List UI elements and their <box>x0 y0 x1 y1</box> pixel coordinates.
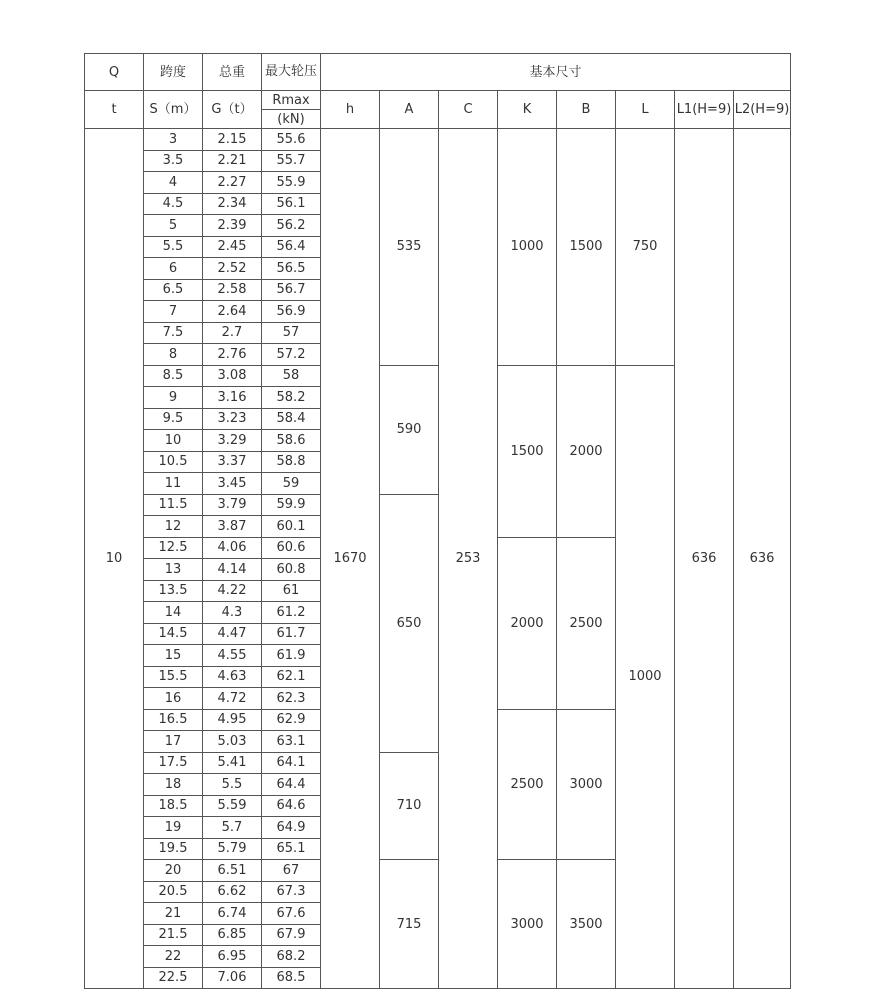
cell-rmax: 56.9 <box>262 301 321 323</box>
cell-rmax: 58.4 <box>262 408 321 430</box>
header-kn: (kN) <box>262 110 321 129</box>
header-weight: 总重 <box>203 54 262 91</box>
cell-span: 20 <box>144 860 203 882</box>
header-q: Q <box>85 54 144 91</box>
cell-span: 10.5 <box>144 451 203 473</box>
cell-weight: 5.79 <box>203 838 262 860</box>
header-h: h <box>321 91 380 129</box>
cell-weight: 4.22 <box>203 580 262 602</box>
cell-b: 3000 <box>557 709 616 860</box>
cell-a: 710 <box>380 752 439 860</box>
cell-rmax: 67.9 <box>262 924 321 946</box>
cell-span: 15 <box>144 645 203 667</box>
cell-weight: 3.37 <box>203 451 262 473</box>
header-a: A <box>380 91 439 129</box>
cell-weight: 2.52 <box>203 258 262 280</box>
cell-weight: 5.7 <box>203 817 262 839</box>
cell-l: 1000 <box>616 365 675 989</box>
cell-rmax: 65.1 <box>262 838 321 860</box>
cell-span: 3.5 <box>144 150 203 172</box>
cell-weight: 4.63 <box>203 666 262 688</box>
cell-rmax: 64.1 <box>262 752 321 774</box>
cell-weight: 2.64 <box>203 301 262 323</box>
header-max-wheel-pressure: 最大轮压 <box>262 54 321 91</box>
cell-span: 21 <box>144 903 203 925</box>
cell-weight: 4.14 <box>203 559 262 581</box>
cell-rmax: 61.2 <box>262 602 321 624</box>
cell-h: 1670 <box>321 129 380 989</box>
cell-rmax: 67 <box>262 860 321 882</box>
cell-a: 590 <box>380 365 439 494</box>
cell-rmax: 56.2 <box>262 215 321 237</box>
cell-span: 4 <box>144 172 203 194</box>
header-l2: L2(H=9) <box>734 91 791 129</box>
cell-weight: 6.62 <box>203 881 262 903</box>
header-c: C <box>439 91 498 129</box>
cell-span: 20.5 <box>144 881 203 903</box>
cell-rmax: 67.6 <box>262 903 321 925</box>
cell-span: 10 <box>144 430 203 452</box>
cell-span: 6 <box>144 258 203 280</box>
cell-weight: 2.21 <box>203 150 262 172</box>
cell-weight: 5.03 <box>203 731 262 753</box>
cell-rmax: 55.9 <box>262 172 321 194</box>
cell-rmax: 57.2 <box>262 344 321 366</box>
cell-weight: 4.55 <box>203 645 262 667</box>
cell-span: 13 <box>144 559 203 581</box>
cell-span: 8 <box>144 344 203 366</box>
cell-l1: 636 <box>675 129 734 989</box>
cell-span: 22.5 <box>144 967 203 989</box>
cell-k: 1000 <box>498 129 557 366</box>
cell-span: 18.5 <box>144 795 203 817</box>
cell-span: 19.5 <box>144 838 203 860</box>
cell-weight: 2.76 <box>203 344 262 366</box>
cell-rmax: 68.2 <box>262 946 321 968</box>
header-row-2 <box>85 91 791 110</box>
cell-weight: 4.06 <box>203 537 262 559</box>
cell-weight: 2.34 <box>203 193 262 215</box>
cell-span: 21.5 <box>144 924 203 946</box>
cell-weight: 2.7 <box>203 322 262 344</box>
cell-rmax: 63.1 <box>262 731 321 753</box>
cell-span: 4.5 <box>144 193 203 215</box>
cell-k: 1500 <box>498 365 557 537</box>
cell-b: 3500 <box>557 860 616 989</box>
header-l: L <box>616 91 675 129</box>
cell-weight: 5.5 <box>203 774 262 796</box>
cell-rmax: 61 <box>262 580 321 602</box>
cell-span: 11 <box>144 473 203 495</box>
cell-weight: 2.15 <box>203 129 262 151</box>
header-span: 跨度 <box>144 54 203 91</box>
cell-span: 7.5 <box>144 322 203 344</box>
cell-rmax: 60.1 <box>262 516 321 538</box>
cell-l2: 636 <box>734 129 791 989</box>
cell-rmax: 57 <box>262 322 321 344</box>
cell-c: 253 <box>439 129 498 989</box>
cell-a: 535 <box>380 129 439 366</box>
cell-span: 19 <box>144 817 203 839</box>
cell-span: 11.5 <box>144 494 203 516</box>
cell-rmax: 58 <box>262 365 321 387</box>
header-l1: L1(H=9) <box>675 91 734 129</box>
cell-rmax: 56.4 <box>262 236 321 258</box>
cell-b: 2500 <box>557 537 616 709</box>
table-body <box>85 54 791 989</box>
cell-weight: 3.45 <box>203 473 262 495</box>
cell-weight: 2.45 <box>203 236 262 258</box>
cell-rmax: 61.7 <box>262 623 321 645</box>
cell-b: 1500 <box>557 129 616 366</box>
cell-rmax: 58.2 <box>262 387 321 409</box>
header-g: G（t） <box>203 91 262 129</box>
cell-weight: 4.47 <box>203 623 262 645</box>
cell-span: 7 <box>144 301 203 323</box>
header-basic-dimensions: 基本尺寸 <box>321 54 791 91</box>
cell-rmax: 67.3 <box>262 881 321 903</box>
cell-rmax: 59 <box>262 473 321 495</box>
cell-rmax: 61.9 <box>262 645 321 667</box>
cell-weight: 2.58 <box>203 279 262 301</box>
cell-span: 5 <box>144 215 203 237</box>
cell-rmax: 59.9 <box>262 494 321 516</box>
cell-b: 2000 <box>557 365 616 537</box>
cell-rmax: 55.7 <box>262 150 321 172</box>
cell-span: 9 <box>144 387 203 409</box>
cell-span: 16.5 <box>144 709 203 731</box>
cell-span: 12 <box>144 516 203 538</box>
cell-q: 10 <box>85 129 144 989</box>
cell-rmax: 58.8 <box>262 451 321 473</box>
table-row <box>85 129 791 151</box>
header-k: K <box>498 91 557 129</box>
cell-weight: 3.16 <box>203 387 262 409</box>
cell-l: 750 <box>616 129 675 366</box>
cell-rmax: 60.8 <box>262 559 321 581</box>
cell-weight: 4.72 <box>203 688 262 710</box>
cell-span: 18 <box>144 774 203 796</box>
cell-weight: 3.79 <box>203 494 262 516</box>
cell-weight: 5.59 <box>203 795 262 817</box>
cell-span: 3 <box>144 129 203 151</box>
cell-k: 3000 <box>498 860 557 989</box>
cell-weight: 6.74 <box>203 903 262 925</box>
cell-span: 8.5 <box>144 365 203 387</box>
cell-span: 6.5 <box>144 279 203 301</box>
cell-rmax: 62.3 <box>262 688 321 710</box>
cell-weight: 2.39 <box>203 215 262 237</box>
cell-weight: 7.06 <box>203 967 262 989</box>
header-s: S（m） <box>144 91 203 129</box>
cell-rmax: 60.6 <box>262 537 321 559</box>
cell-span: 5.5 <box>144 236 203 258</box>
cell-rmax: 64.4 <box>262 774 321 796</box>
cell-k: 2000 <box>498 537 557 709</box>
cell-weight: 3.08 <box>203 365 262 387</box>
header-b: B <box>557 91 616 129</box>
cell-rmax: 62.9 <box>262 709 321 731</box>
header-rmax: Rmax <box>262 91 321 110</box>
spec-table <box>84 53 791 989</box>
cell-rmax: 58.6 <box>262 430 321 452</box>
cell-rmax: 56.7 <box>262 279 321 301</box>
cell-a: 715 <box>380 860 439 989</box>
header-row-1 <box>85 54 791 91</box>
cell-rmax: 64.6 <box>262 795 321 817</box>
cell-weight: 4.3 <box>203 602 262 624</box>
cell-weight: 3.29 <box>203 430 262 452</box>
cell-span: 22 <box>144 946 203 968</box>
cell-rmax: 64.9 <box>262 817 321 839</box>
cell-a: 650 <box>380 494 439 752</box>
cell-span: 17.5 <box>144 752 203 774</box>
cell-span: 12.5 <box>144 537 203 559</box>
cell-span: 15.5 <box>144 666 203 688</box>
cell-weight: 3.23 <box>203 408 262 430</box>
cell-weight: 6.95 <box>203 946 262 968</box>
cell-weight: 5.41 <box>203 752 262 774</box>
cell-span: 16 <box>144 688 203 710</box>
cell-span: 17 <box>144 731 203 753</box>
cell-rmax: 56.1 <box>262 193 321 215</box>
cell-weight: 3.87 <box>203 516 262 538</box>
cell-rmax: 62.1 <box>262 666 321 688</box>
cell-weight: 6.51 <box>203 860 262 882</box>
cell-rmax: 68.5 <box>262 967 321 989</box>
cell-rmax: 55.6 <box>262 129 321 151</box>
cell-weight: 6.85 <box>203 924 262 946</box>
cell-rmax: 56.5 <box>262 258 321 280</box>
cell-span: 13.5 <box>144 580 203 602</box>
cell-span: 9.5 <box>144 408 203 430</box>
cell-weight: 2.27 <box>203 172 262 194</box>
cell-k: 2500 <box>498 709 557 860</box>
cell-span: 14.5 <box>144 623 203 645</box>
cell-span: 14 <box>144 602 203 624</box>
cell-weight: 4.95 <box>203 709 262 731</box>
header-t: t <box>85 91 144 129</box>
